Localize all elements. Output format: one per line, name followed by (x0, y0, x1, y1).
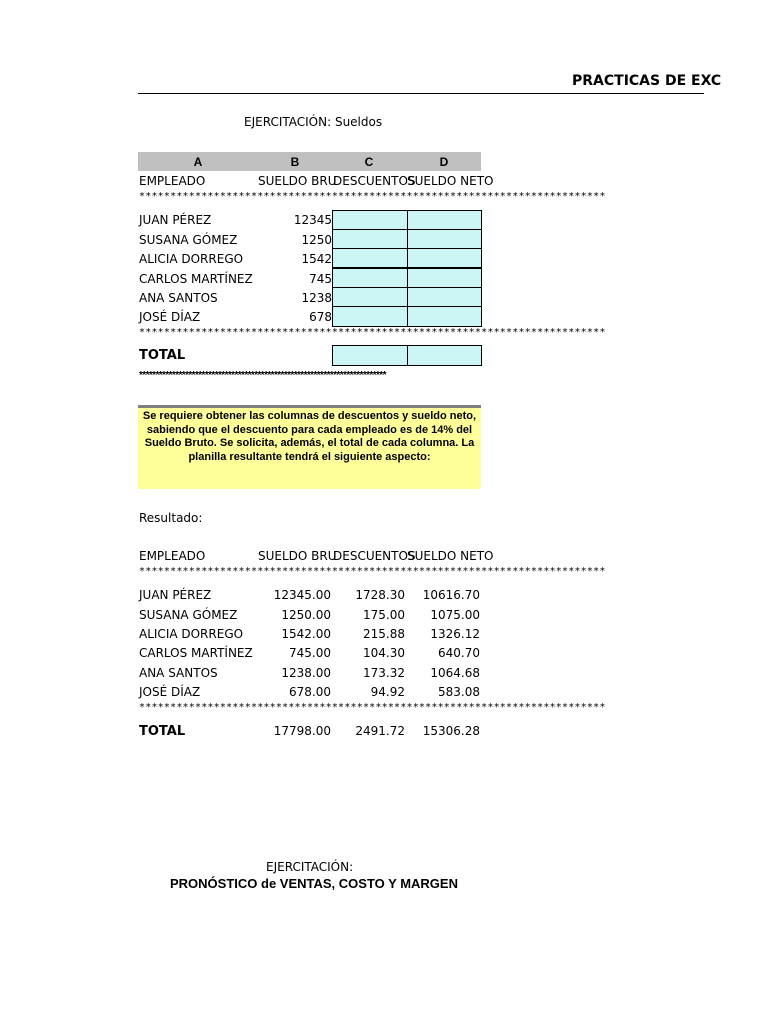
gross-salary-cell[interactable]: 12345 (293, 213, 332, 227)
gross-salary-cell[interactable]: 1542 (301, 252, 332, 266)
separator-line: *************************************************************************** (139, 566, 606, 577)
gross-salary-cell[interactable]: 745 (309, 272, 332, 286)
result-total-discount: 2491.72 (355, 724, 405, 738)
gross-salary-cell[interactable]: 1238 (301, 291, 332, 305)
result-header-employee: EMPLEADO (139, 549, 206, 563)
gross-salary-cell[interactable]: 678 (309, 310, 332, 324)
result-total-net: 15306.28 (422, 724, 480, 738)
result-discount-value: 175.00 (363, 608, 405, 622)
employee-name: CARLOS MARTÍNEZ (139, 272, 253, 286)
discount-input-cell[interactable] (332, 248, 408, 268)
exercise-heading: EJERCITACIÓN: Sueldos (244, 115, 383, 129)
separator-line-bold: *************************************************************************** (139, 370, 386, 381)
result-total-label: TOTAL (139, 724, 186, 739)
header-employee: EMPLEADO (139, 174, 206, 188)
result-employee-name: SUSANA GÓMEZ (139, 608, 238, 622)
result-gross-value: 12345.00 (273, 588, 331, 602)
discount-input-cell[interactable] (332, 306, 408, 327)
gross-salary-cell[interactable]: 1250 (301, 233, 332, 247)
instructions-note (138, 405, 481, 489)
total-discount-input-cell[interactable] (332, 345, 408, 366)
result-employee-name: ALICIA DORREGO (139, 627, 244, 641)
result-header-discount: DESCUENTOS (333, 549, 416, 563)
header-gross: SUELDO BRU (258, 174, 337, 188)
next-exercise-heading: EJERCITACIÓN: (266, 860, 354, 874)
separator-line: *************************************************************************** (139, 191, 606, 202)
net-salary-input-cell[interactable] (407, 268, 482, 288)
result-gross-value: 745.00 (289, 646, 331, 660)
next-exercise-subtitle: PRONÓSTICO de VENTAS, COSTO Y MARGEN (170, 876, 458, 891)
result-net-value: 640.70 (438, 646, 480, 660)
result-employee-name: JOSÉ DÍAZ (139, 685, 201, 699)
employee-name: ALICIA DORREGO (139, 252, 244, 266)
result-gross-value: 1250.00 (281, 608, 331, 622)
result-gross-value: 678.00 (289, 685, 331, 699)
instructions-text: Se requiere obtener las columnas de descuentos y sueldo neto, sabiendo que el descuento para cada empleado es de 14% del Sueldo Bruto. Se solicita, además, el total de cada columna. La planilla resultante tendrá el siguiente aspecto: (142, 410, 477, 463)
employee-name: JUAN PÉREZ (139, 213, 212, 227)
total-label: TOTAL (139, 348, 186, 363)
result-label: Resultado: (139, 511, 203, 525)
result-total-gross: 17798.00 (273, 724, 331, 738)
result-employee-name: JUAN PÉREZ (139, 588, 212, 602)
result-gross-value: 1542.00 (281, 627, 331, 641)
result-net-value: 1064.68 (430, 666, 480, 680)
result-net-value: 1326.12 (430, 627, 480, 641)
net-salary-input-cell[interactable] (407, 248, 482, 268)
result-discount-value: 215.88 (363, 627, 405, 641)
result-header-net: SUELDO NETO (407, 549, 494, 563)
result-header-gross: SUELDO BRU (258, 549, 337, 563)
result-net-value: 1075.00 (430, 608, 480, 622)
result-discount-value: 94.92 (370, 685, 405, 699)
page-title: PRACTICAS DE EXC (572, 73, 722, 89)
employee-name: JOSÉ DÍAZ (139, 310, 201, 324)
result-net-value: 583.08 (438, 685, 480, 699)
result-discount-value: 1728.30 (355, 588, 405, 602)
net-salary-input-cell[interactable] (407, 306, 482, 327)
column-letter-a: A (193, 155, 203, 169)
discount-input-cell[interactable] (332, 268, 408, 288)
column-letter-c: C (364, 155, 374, 169)
column-letter-b: B (290, 155, 300, 169)
header-net: SUELDO NETO (407, 174, 494, 188)
result-employee-name: CARLOS MARTÍNEZ (139, 646, 253, 660)
separator-line: *************************************************************************** (139, 702, 606, 713)
discount-input-cell[interactable] (332, 287, 408, 307)
total-net-input-cell[interactable] (407, 345, 482, 366)
title-rule (138, 93, 704, 94)
column-letter-d: D (439, 155, 449, 169)
employee-name: ANA SANTOS (139, 291, 218, 305)
net-salary-input-cell[interactable] (407, 210, 482, 230)
result-discount-value: 173.32 (363, 666, 405, 680)
result-net-value: 10616.70 (422, 588, 480, 602)
net-salary-input-cell[interactable] (407, 287, 482, 307)
result-discount-value: 104.30 (363, 646, 405, 660)
result-gross-value: 1238.00 (281, 666, 331, 680)
header-discount: DESCUENTOS (333, 174, 416, 188)
discount-input-cell[interactable] (332, 229, 408, 249)
separator-line: *************************************************************************** (139, 327, 606, 338)
discount-input-cell[interactable] (332, 210, 408, 230)
employee-name: SUSANA GÓMEZ (139, 233, 238, 247)
net-salary-input-cell[interactable] (407, 229, 482, 249)
result-employee-name: ANA SANTOS (139, 666, 218, 680)
